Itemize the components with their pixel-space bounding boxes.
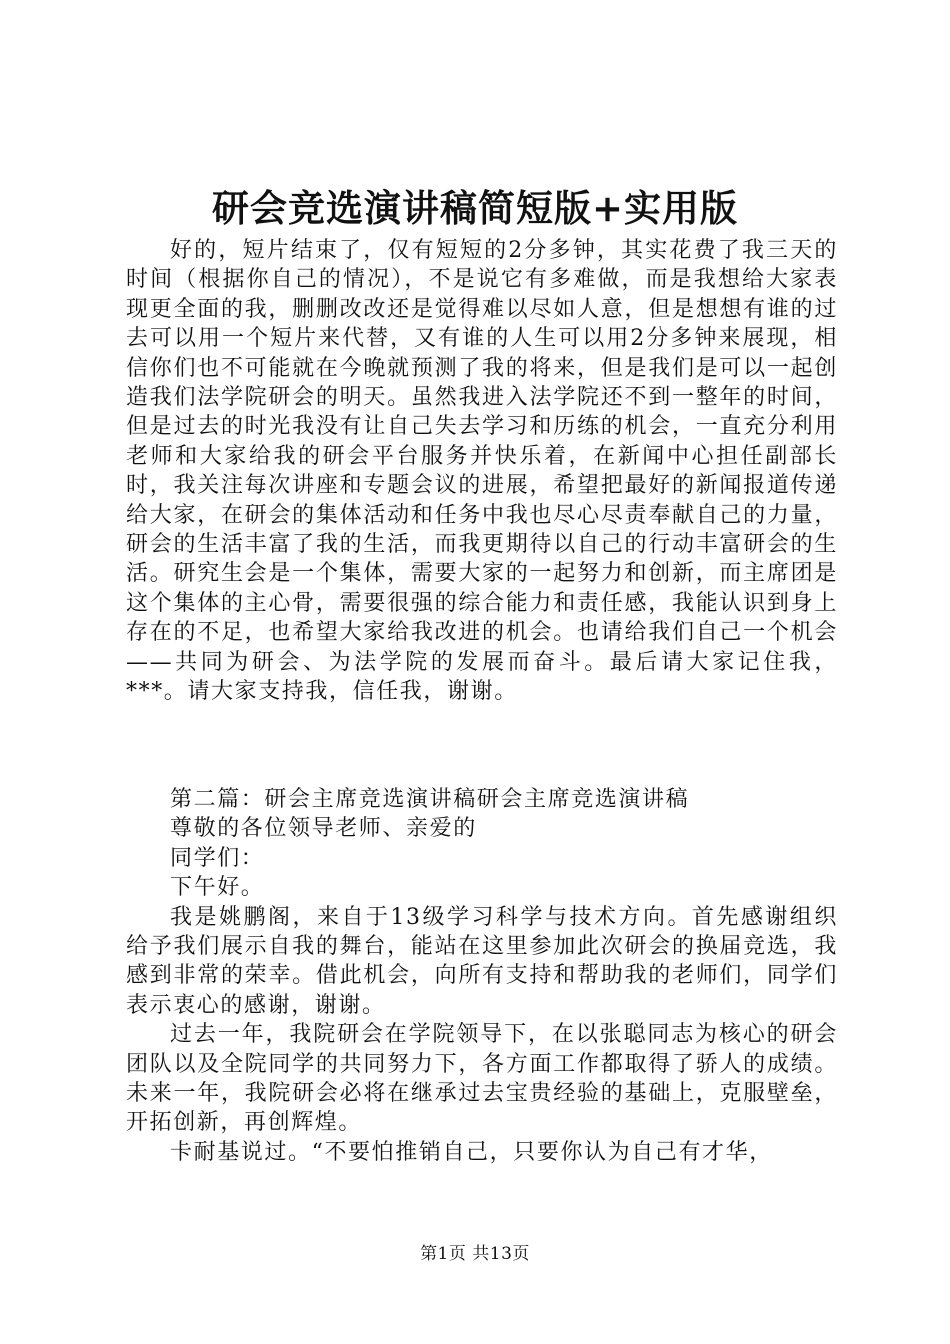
salutation-line: 尊敬的各位领导老师、亲爱的 [170,816,477,842]
body-paragraph: 卡耐基说过。“不要怕推销自己，只要你认为自己有才华， [170,1139,773,1165]
body-paragraph: 过去一年，我院研会在学院领导下，在以张聪同志为核心的研会团队以及全院同学的共同努力下，各方面工作都取得了骄人的成绩。未来一年，我院研会必将在继承过去宝贵经验的基础上，克服壁垒，开拓创新，再创辉煌。 [126,1022,838,1136]
body-paragraph: 我是姚鹏阁，来自于13级学习科学与技术方向。首先感谢组织给予我们展示自我的舞台，能站在这里参加此次研会的换届竞选，我感到非常的荣幸。借此机会，向所有支持和帮助我的老师们，同学们表示衷心的感谢，谢谢。 [126,904,838,1018]
page-footer: 第1页 共13页 [420,1244,530,1264]
section-two [126,785,838,1167]
greeting-line: 下午好。 [170,875,265,901]
section-one [126,236,838,707]
body-paragraph: 好的，短片结束了，仅有短短的2分多钟，其实花费了我三天的时间（根据你自己的情况），不是说它有多难做，而是我想给大家表现更全面的我，删删改改还是觉得难以尽如人意，但是想想有谁的过去可以用一个短片来代替，又有谁的人生可以用2分多钟来展现，相信你们也不可能就在今晚就预测了我的将来，但是我们是可以一起创造我们法学院研会的明天。虽然我进入法学院还不到一整年的时间，但是过去的时光我没有让自己失去学习和历练的机会，一直充分利用老师和大家给我的研会平台服务并快乐着，在新闻中心担任副部长时，我关注每次讲座和专题会议的进展，希望把最好的新闻报道传递给大家，在研会的集体活动和任务中我也尽心尽责奉献自己的力量，研会的生活丰富了我的生活，而我更期待以自己的行动丰富研会的生活。研究生会是一个集体，需要大家的一起努力和创新，而主席团是这个集体的主心骨，需要很强的综合能力和责任感，我能认识到身上存在的不足，也希望大家给我改进的机会。也请给我们自己一个机会——共同为研会、为法学院的发展而奋斗。最后请大家记住我，***。请大家支持我，信任我，谢谢。 [126,238,838,705]
document-title: 研会竞选演讲稿简短版+实用版 [211,186,738,230]
section-heading: 第二篇：研会主席竞选演讲稿研会主席竞选演讲稿 [170,787,690,812]
salutation-line: 同学们： [170,845,265,871]
